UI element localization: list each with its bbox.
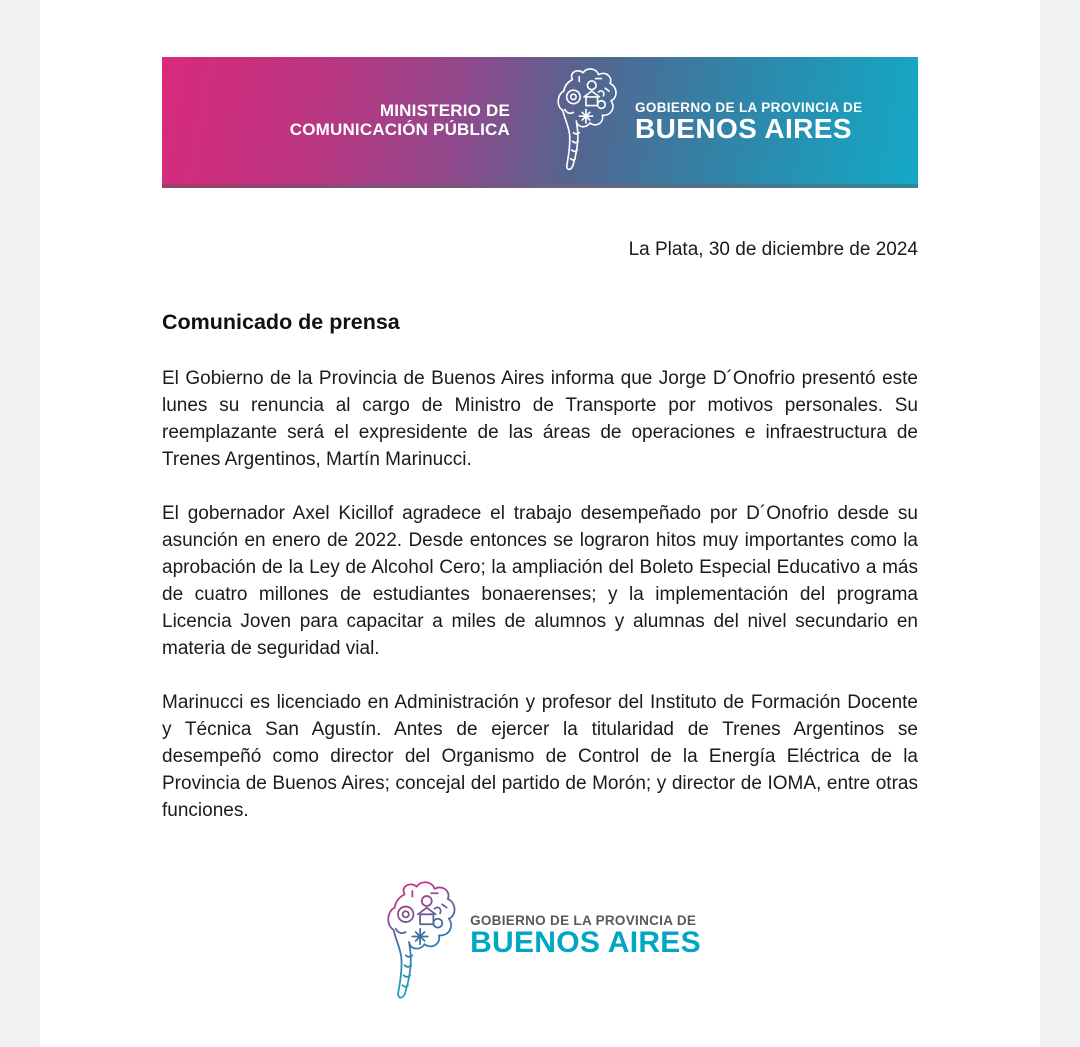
page-title: Comunicado de prensa xyxy=(162,310,400,334)
footer-wordmark-line1: GOBIERNO DE LA PROVINCIA DE xyxy=(470,912,697,928)
paragraph-2: El gobernador Axel Kicillof agradece el trabajo desempeñado por D´Onofrio desde su asunción en enero de 2022. Desde entonces se lograron hitos muy importantes como la aprobación de la Ley de Alcohol Cero; la ampliación del Boleto Especial Educativo a más de cuatro millones de estudiantes bonaerenses; y la implementación del programa Licencia Joven para capacitar a miles de alumnos y alumnas del nivel secundario en materia de seguridad vial. xyxy=(162,503,918,659)
footer-government-logo xyxy=(162,880,918,1004)
paragraph-3: Marinucci es licenciado en Administración y profesor del Instituto de Formación Docente y Técnica San Agustín. Antes de ejercer la titularidad de Trenes Argentinos se desempeñó como director del Organismo de Control de la Energía Eléctrica de la Provincia de Buenos Aires; concejal del partido de Morón; y director de IOMA, entre otras funciones. xyxy=(162,692,918,821)
press-release-text xyxy=(162,365,918,824)
document-body xyxy=(162,0,918,1004)
paragraph-1: El Gobierno de la Provincia de Buenos Aires informa que Jorge D´Onofrio presentó este lunes su renuncia al cargo de Ministro de Transporte por motivos personales. Su reemplazante será el expresidente de las áreas de operaciones e infraestructura de Trenes Argentinos, Martín Marinucci. xyxy=(162,368,918,470)
government-wordmark-line2: BUENOS AIRES xyxy=(635,112,852,144)
dateline: La Plata, 30 de diciembre de 2024 xyxy=(628,239,918,260)
ministry-line1: MINISTERIO DE xyxy=(379,101,510,120)
province-map-icon xyxy=(379,880,459,1004)
government-wordmark-line1: GOBIERNO DE LA PROVINCIA DE xyxy=(635,99,863,115)
footer-wordmark-line2: BUENOS AIRES xyxy=(470,925,701,959)
province-map-icon xyxy=(550,67,620,175)
ministry-line2: COMUNICACIÓN PÚBLICA xyxy=(289,119,510,139)
government-wordmark xyxy=(635,100,862,142)
footer-wordmark xyxy=(470,913,701,958)
press-release-page xyxy=(40,0,1040,1047)
ministry-name xyxy=(278,102,510,139)
ministry-header-banner xyxy=(162,57,918,184)
